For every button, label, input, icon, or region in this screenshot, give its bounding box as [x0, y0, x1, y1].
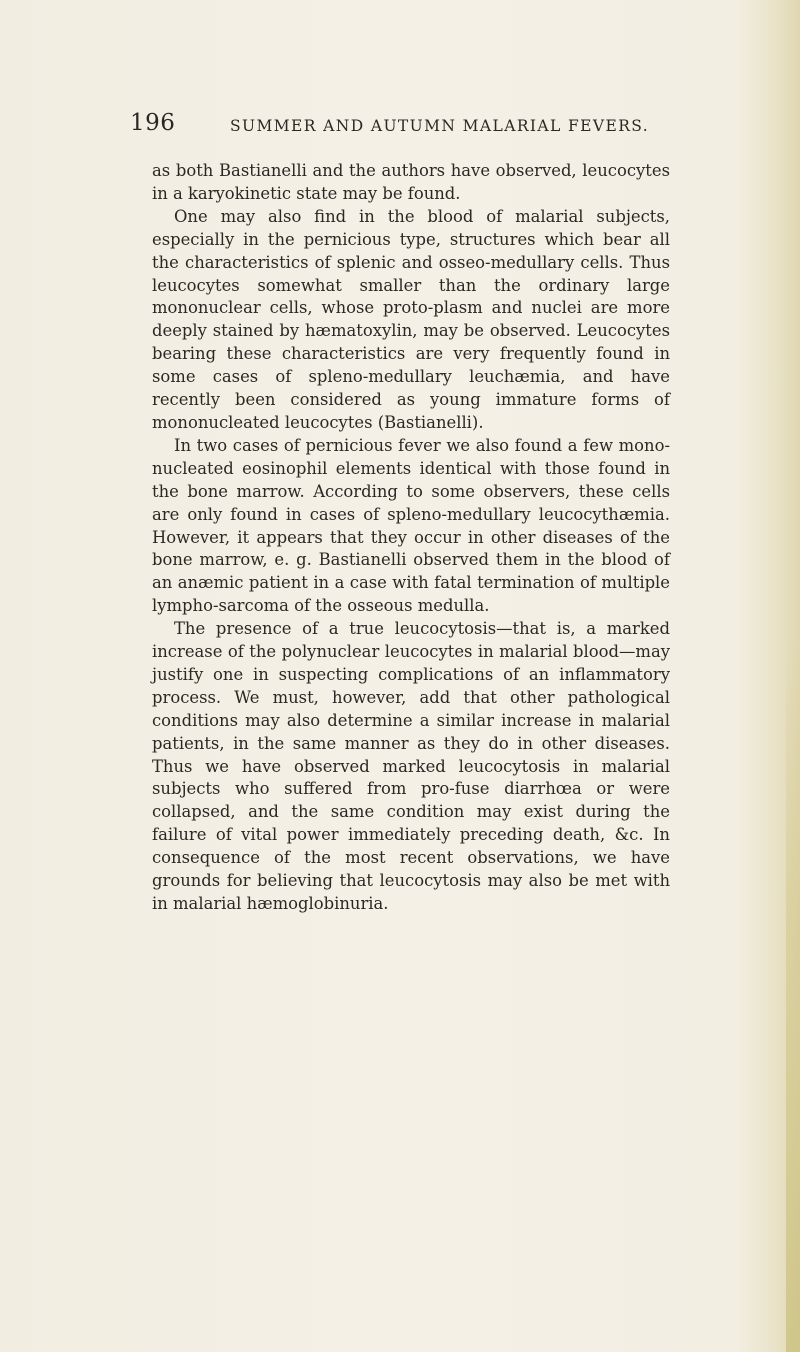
paragraph: One may also find in the blood of malarial subjects, especially in the pernicious type, structures which bear all the characteristics of splenic and osseo-medullary cells. Thus leucocytes somewhat smaller than the ordinary large mononuclear cells, whose proto-plasm and nuclei are more deeply stained by hæmatoxylin, may be observed. Leucocytes bearing these characteristics are very frequently found in some cases of spleno-medullary leuchæmia, and have recently been considered as young immature forms of mononucleated leucocytes (Bastianelli). [152, 206, 670, 432]
page-edge-stain [786, 640, 800, 1352]
running-title: SUMMER AND AUTUMN MALARIAL FEVERS. [230, 117, 650, 135]
page-number: 196 [130, 110, 176, 136]
body-text [152, 160, 670, 916]
page-header [0, 110, 800, 146]
paragraph: The presence of a true leucocytosis—that is, a marked increase of the polynuclear leucocytes in malarial blood—may justify one in suspecting complications of an inflammatory process. We must, however, add that other pathological conditions may also determine a similar increase in malarial patients, in the same manner as they do in other diseases. Thus we have observed marked leucocytosis in malarial subjects who suffered from pro-fuse diarrhœa or were collapsed, and the same condition may exist during the failure of vital power immediately preceding death, &c. In consequence of the most recent observations, we have grounds for believing that leucocytosis may also be met with in malarial hæmoglobinuria. [152, 619, 670, 913]
paragraph-continuation: as both Bastianelli and the authors have observed, leucocytes in a karyokinetic state may be found. [152, 161, 670, 203]
paragraph: In two cases of pernicious fever we also found a few mono-nucleated eosinophil elements identical with those found in the bone marrow. According to some observers, these cells are only found in cases of spleno-medullary leucocythæmia. However, it appears that they occur in other diseases of the bone marrow, e. g. Bastianelli observed them in the blood of an anæmic patient in a case with fatal termination of multiple lympho-sarcoma of the osseous medulla. [152, 435, 670, 616]
